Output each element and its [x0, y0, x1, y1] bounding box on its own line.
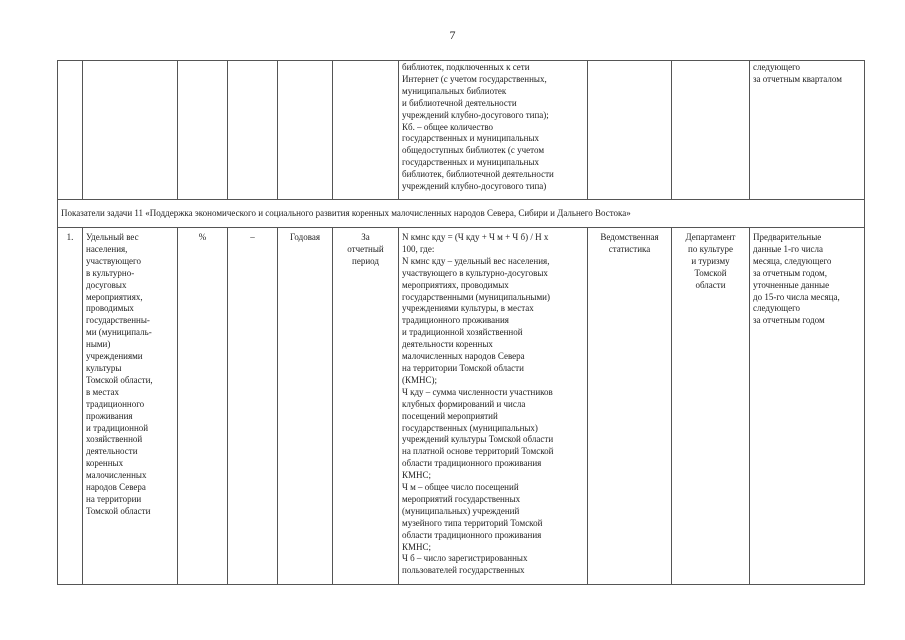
cell-method: библиотек, подключенных к сети Интернет (с учетом государственных, муниципальных библиотек и библиотечной деятельности учреждений клубно-досугового типа); Кб. – общее количество государственных и муниципальных общедоступных библиотек (с учетом государственных и муниципальных библиотек, библиотечной деятельности учреждений клубно-досугового типа)	[399, 61, 588, 200]
cell-source	[588, 61, 672, 200]
cell-responsible	[672, 61, 750, 200]
cell-periodicity	[278, 61, 333, 200]
section-header: Показатели задачи 11 «Поддержка экономического и социального развития коренных малочисленных народов Севера, Сибири и Дальнего Востока»	[58, 200, 865, 228]
indicators-table	[57, 60, 865, 585]
indicator-deadline: Предварительные данные 1-го числа месяца, следующего за отчетным годом, уточненные данные до 15-го числа месяца, следующего за отчетным годом	[750, 228, 865, 585]
table-row	[58, 228, 865, 585]
indicator-name: Удельный вес населения, участвующего в культурно- досуговых мероприятиях, проводимых государственны- ми (муниципаль- ными) учреждениями культуры Томской области, в местах традиционного проживания и традиционной хозяйственной деятельности коренных малочисленных народов Севера на территории Томской области	[83, 228, 178, 585]
cell-number	[58, 61, 83, 200]
cell-unit	[178, 61, 228, 200]
indicator-unit: %	[178, 228, 228, 585]
cell-direction	[228, 61, 278, 200]
section-header-row	[58, 200, 865, 228]
cell-time-basis	[333, 61, 399, 200]
indicator-periodicity: Годовая	[278, 228, 333, 585]
cell-name	[83, 61, 178, 200]
page-number: 7	[449, 28, 456, 42]
indicator-method: N кмнс кду = (Ч кду + Ч м + Ч б) / Н х 100, где: N кмнс кду – удельный вес населения, участвующего в культурно-досуговых мероприятиях, проводимых государственными (муниципальными) учреждениями культуры, в местах традиционного проживания и традиционной хозяйственной деятельности коренных малочисленных народов Севера на территории Томской области (КМНС); Ч кду – сумма численности участников клубных формирований и числа посещений мероприятий государственных (муниципальных) учреждений культуры Томской области на платной основе территорий Томской области традиционного проживания КМНС; Ч м – общее число посещений мероприятий государственных (муниципальных) учреждений музейного типа территорий Томской области традиционного проживания КМНС; Ч б – число зарегистрированных пользователей государственных	[399, 228, 588, 585]
indicator-time-basis: За отчетный период	[333, 228, 399, 585]
indicator-number: 1.	[58, 228, 83, 585]
table-row	[58, 61, 865, 200]
indicator-source: Ведомственная статистика	[588, 228, 672, 585]
cell-deadline: следующего за отчетным кварталом	[750, 61, 865, 200]
indicator-direction: –	[228, 228, 278, 585]
indicator-responsible: Департамент по культуре и туризму Томской области	[672, 228, 750, 585]
